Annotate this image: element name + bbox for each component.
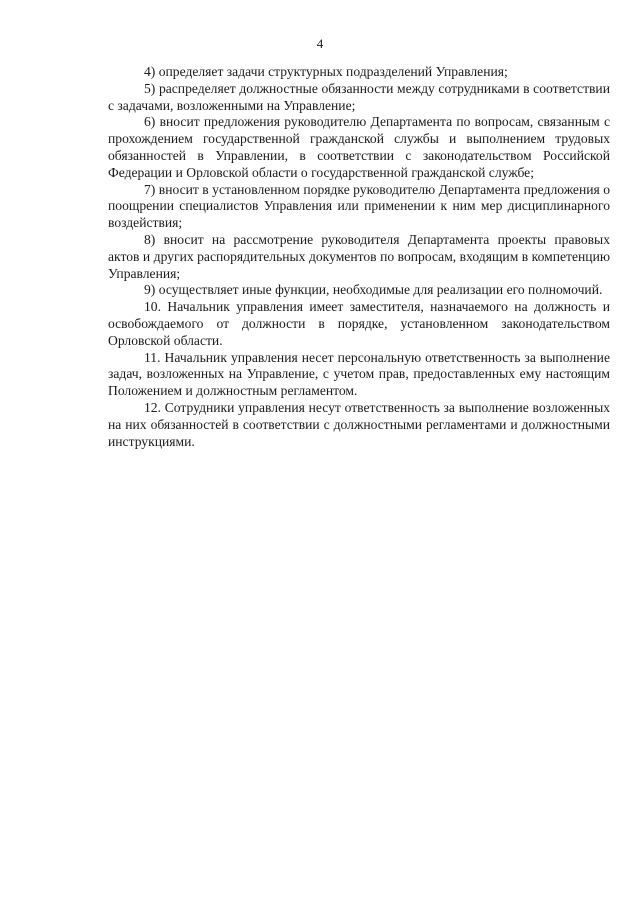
paragraph-item-7: 7) вносит в установленном порядке руководителю Департамента предложения о поощрении специалистов Управления или применении к ним мер дисциплинарного воздействия; bbox=[108, 181, 610, 231]
paragraph-section-12: 12. Сотрудники управления несут ответственность за выполнение возложенных на них обязанностей в соответствии с должностными регламентами и должностными инструкциями. bbox=[108, 399, 610, 449]
paragraph-item-8: 8) вносит на рассмотрение руководителя Департамента проекты правовых актов и других распорядительных документов по вопросам, входящим в компетенцию Управления; bbox=[108, 231, 610, 281]
page-number: 4 bbox=[316, 36, 324, 51]
paragraph-item-5: 5) распределяет должностные обязанности между сотрудниками в соответствии с задачами, возложенными на Управление; bbox=[108, 80, 610, 113]
paragraph-item-6: 6) вносит предложения руководителю Департамента по вопросам, связанным с прохождением государственной гражданской службы и выполнением трудовых обязанностей в Управлении, в соответствии с законодательством Российской Федерации и Орловской области о государственной гражданской службе; bbox=[108, 114, 610, 180]
paragraph-section-11: 11. Начальник управления несет персональную ответственность за выполнение задач, возложенных на Управление, с учетом прав, предоставленных ему настоящим Положением и должностным регламентом. bbox=[108, 349, 610, 399]
paragraph-item-4: 4) определяет задачи структурных подразделений Управления; bbox=[144, 64, 508, 79]
paragraph-item-9: 9) осуществляет иные функции, необходимые для реализации его полномочий. bbox=[144, 282, 603, 298]
document-body bbox=[108, 64, 610, 450]
paragraph-section-10: 10. Начальник управления имеет заместителя, назначаемого на должность и освобождаемого от должности в порядке, установленном законодательством Орловской области. bbox=[108, 299, 610, 348]
